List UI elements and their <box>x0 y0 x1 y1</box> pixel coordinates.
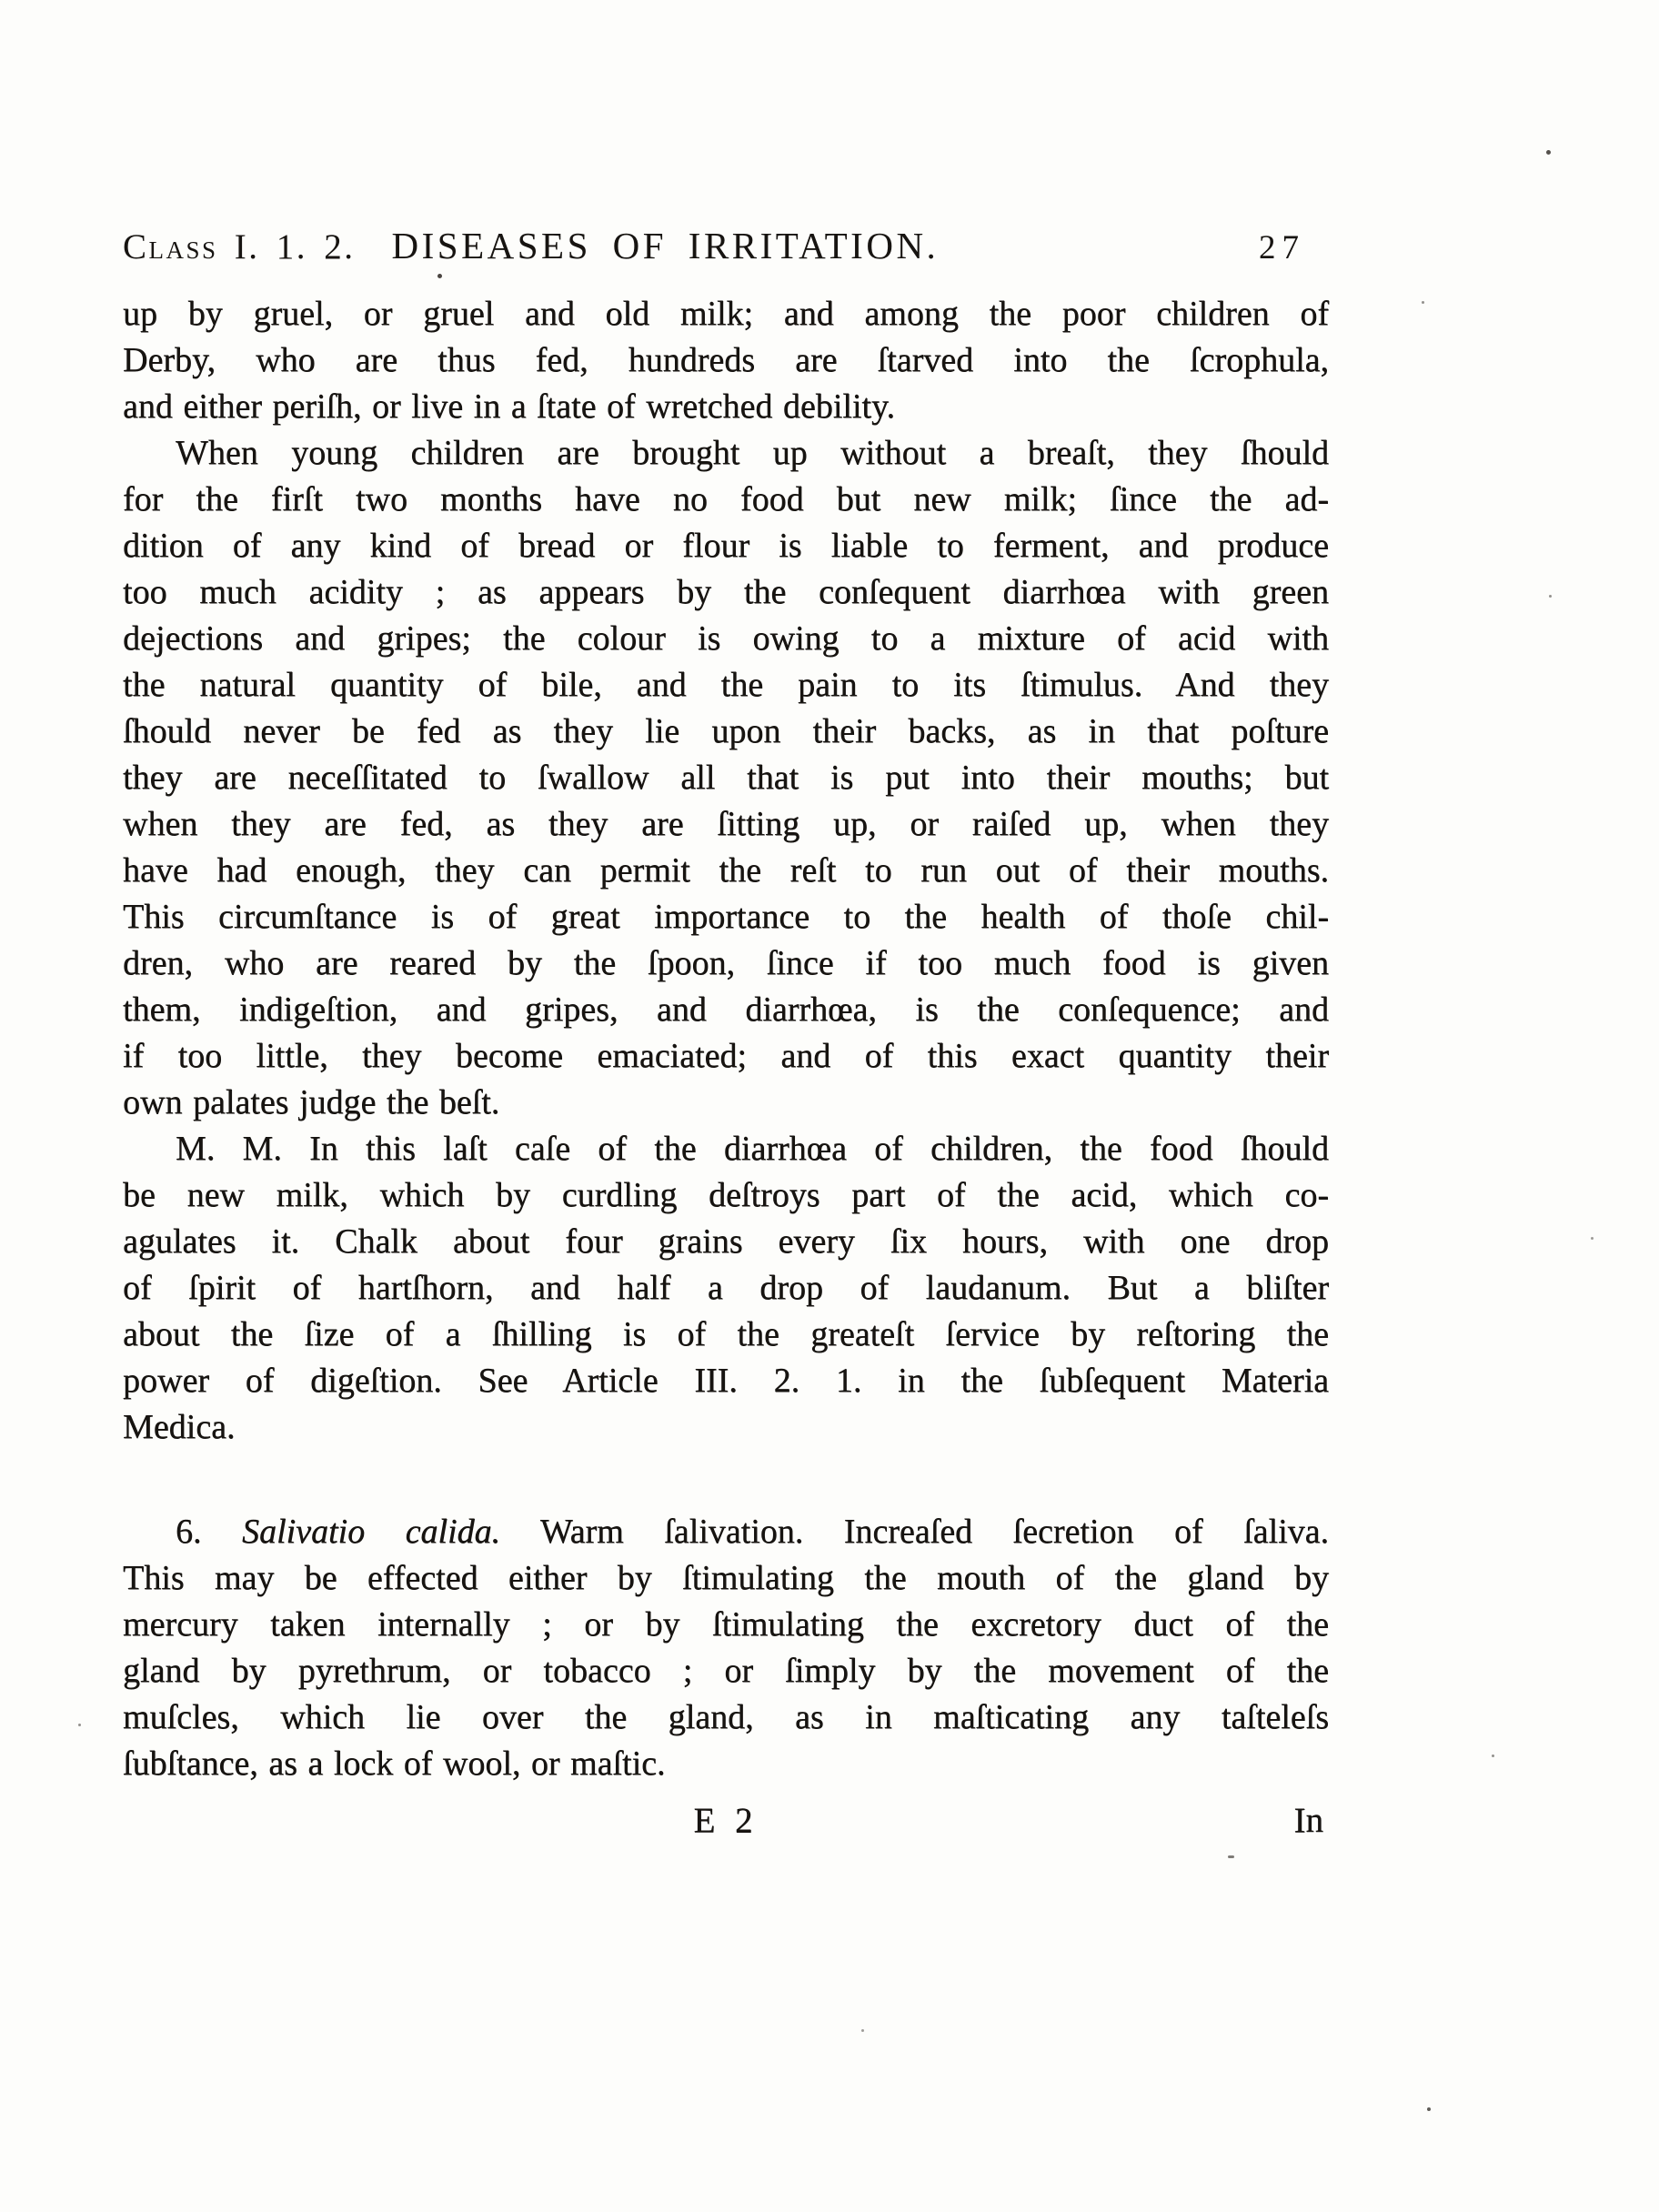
scan-speck <box>1591 1237 1594 1240</box>
text-line: ſhould never be fed as they lie upon their backs, as in that poſture <box>123 712 1329 750</box>
scan-speck <box>1427 2107 1431 2111</box>
text-line: power of digeſtion. See Article III. 2. 1. in the ſubſequent Materia <box>123 1362 1329 1400</box>
scan-speck <box>1549 595 1552 598</box>
text-line: about the ſize of a ſhilling is of the greateſt ſervice by reſtoring the <box>123 1315 1329 1353</box>
text-line: dren, who are reared by the ſpoon, ſince if too much food is given <box>123 944 1329 982</box>
page-title: DISEASES OF IRRITATION. <box>391 225 940 266</box>
text-block <box>123 224 1329 1846</box>
text-line: if too little, they become emaciated; and of this exact quantity their <box>123 1037 1329 1075</box>
scan-speck <box>1228 1855 1234 1858</box>
paragraph-feeding-advice <box>123 430 1329 1126</box>
scan-speck <box>78 1724 81 1726</box>
text-line: gland by pyrethrum, or tobacco ; or ſimply by the movement of the <box>123 1652 1329 1690</box>
text-line: too much acidity ; as appears by the conſequent diarrhœa with green <box>123 573 1329 611</box>
scan-speck <box>861 2029 864 2032</box>
text-line: muſcles, which lie over the gland, as in maſticating any taſteleſs <box>123 1698 1329 1736</box>
text-line: Derby, who are thus fed, hundreds are ſtarved into the ſcrophula, <box>123 341 1329 379</box>
section-number: 6. <box>176 1513 242 1551</box>
class-label: Class I. 1. 2. <box>123 227 356 266</box>
text-line: This circumſtance is of great importance to the health of thoſe chil- <box>123 898 1329 936</box>
text-line: for the firſt two months have no food but new milk; ſince the ad- <box>123 480 1329 518</box>
text-line: dejections and gripes; the colour is owing to a mixture of acid with <box>123 619 1329 658</box>
paragraph-salivatio-calida <box>123 1509 1329 1787</box>
body-text <box>123 291 1329 1846</box>
text-line: them, indigeſtion, and gripes, and diarrhœa, is the conſequence; and <box>123 990 1329 1029</box>
text-line <box>123 1509 1329 1555</box>
text-line-rest: Warm ſalivation. Increaſed ſecretion of ſaliva. <box>500 1513 1329 1551</box>
latin-term: Salivatio calida. <box>241 1513 501 1551</box>
text-line: ſubſtance, as a lock of wool, or maſtic. <box>123 1744 666 1783</box>
catchword: In <box>1293 1801 1323 1840</box>
page-number: 27 <box>1259 229 1305 266</box>
text-line: when they are fed, as they are ſitting up, or raiſed up, when they <box>123 805 1329 843</box>
page-footer <box>123 1800 1329 1846</box>
paragraph-continuation <box>123 291 1329 430</box>
paragraph-materia-medica <box>123 1126 1329 1451</box>
text-line: the natural quantity of bile, and the pain to its ſtimulus. And they <box>123 666 1329 704</box>
text-line: up by gruel, or gruel and old milk; and among the poor children of <box>123 295 1329 333</box>
text-line: have had enough, they can permit the reſt to run out of their mouths. <box>123 851 1329 890</box>
scan-speck <box>1422 301 1424 304</box>
running-header <box>123 224 1329 267</box>
text-line: agulates it. Chalk about four grains every ſix hours, with one drop <box>123 1222 1329 1261</box>
text-line: dition of any kind of bread or flour is liable to ferment, and produce <box>123 527 1329 565</box>
text-line: be new milk, which by curdling deſtroys part of the acid, which co- <box>123 1176 1329 1214</box>
text-line: M. M. In this laſt caſe of the diarrhœa of children, the food ſhould <box>176 1130 1329 1168</box>
scan-speck <box>437 274 442 278</box>
text-line: they are neceſſitated to ſwallow all that is put into their mouths; but <box>123 759 1329 797</box>
text-line: This may be effected either by ſtimulating the mouth of the gland by <box>123 1559 1329 1597</box>
text-line: own palates judge the beſt. <box>123 1083 500 1121</box>
text-line: When young children are brought up without a breaſt, they ſhould <box>176 434 1329 472</box>
text-line: mercury taken internally ; or by ſtimulating the excretory duct of the <box>123 1605 1329 1644</box>
text-line: and either periſh, or live in a ſtate of wretched debility. <box>123 387 896 426</box>
text-line: of ſpirit of hartſhorn, and half a drop of laudanum. But a bliſter <box>123 1269 1329 1307</box>
text-line: Medica. <box>123 1408 236 1446</box>
scan-speck <box>1492 1755 1494 1757</box>
scan-speck <box>1546 150 1551 155</box>
gathering-signature: E 2 <box>693 1801 759 1840</box>
